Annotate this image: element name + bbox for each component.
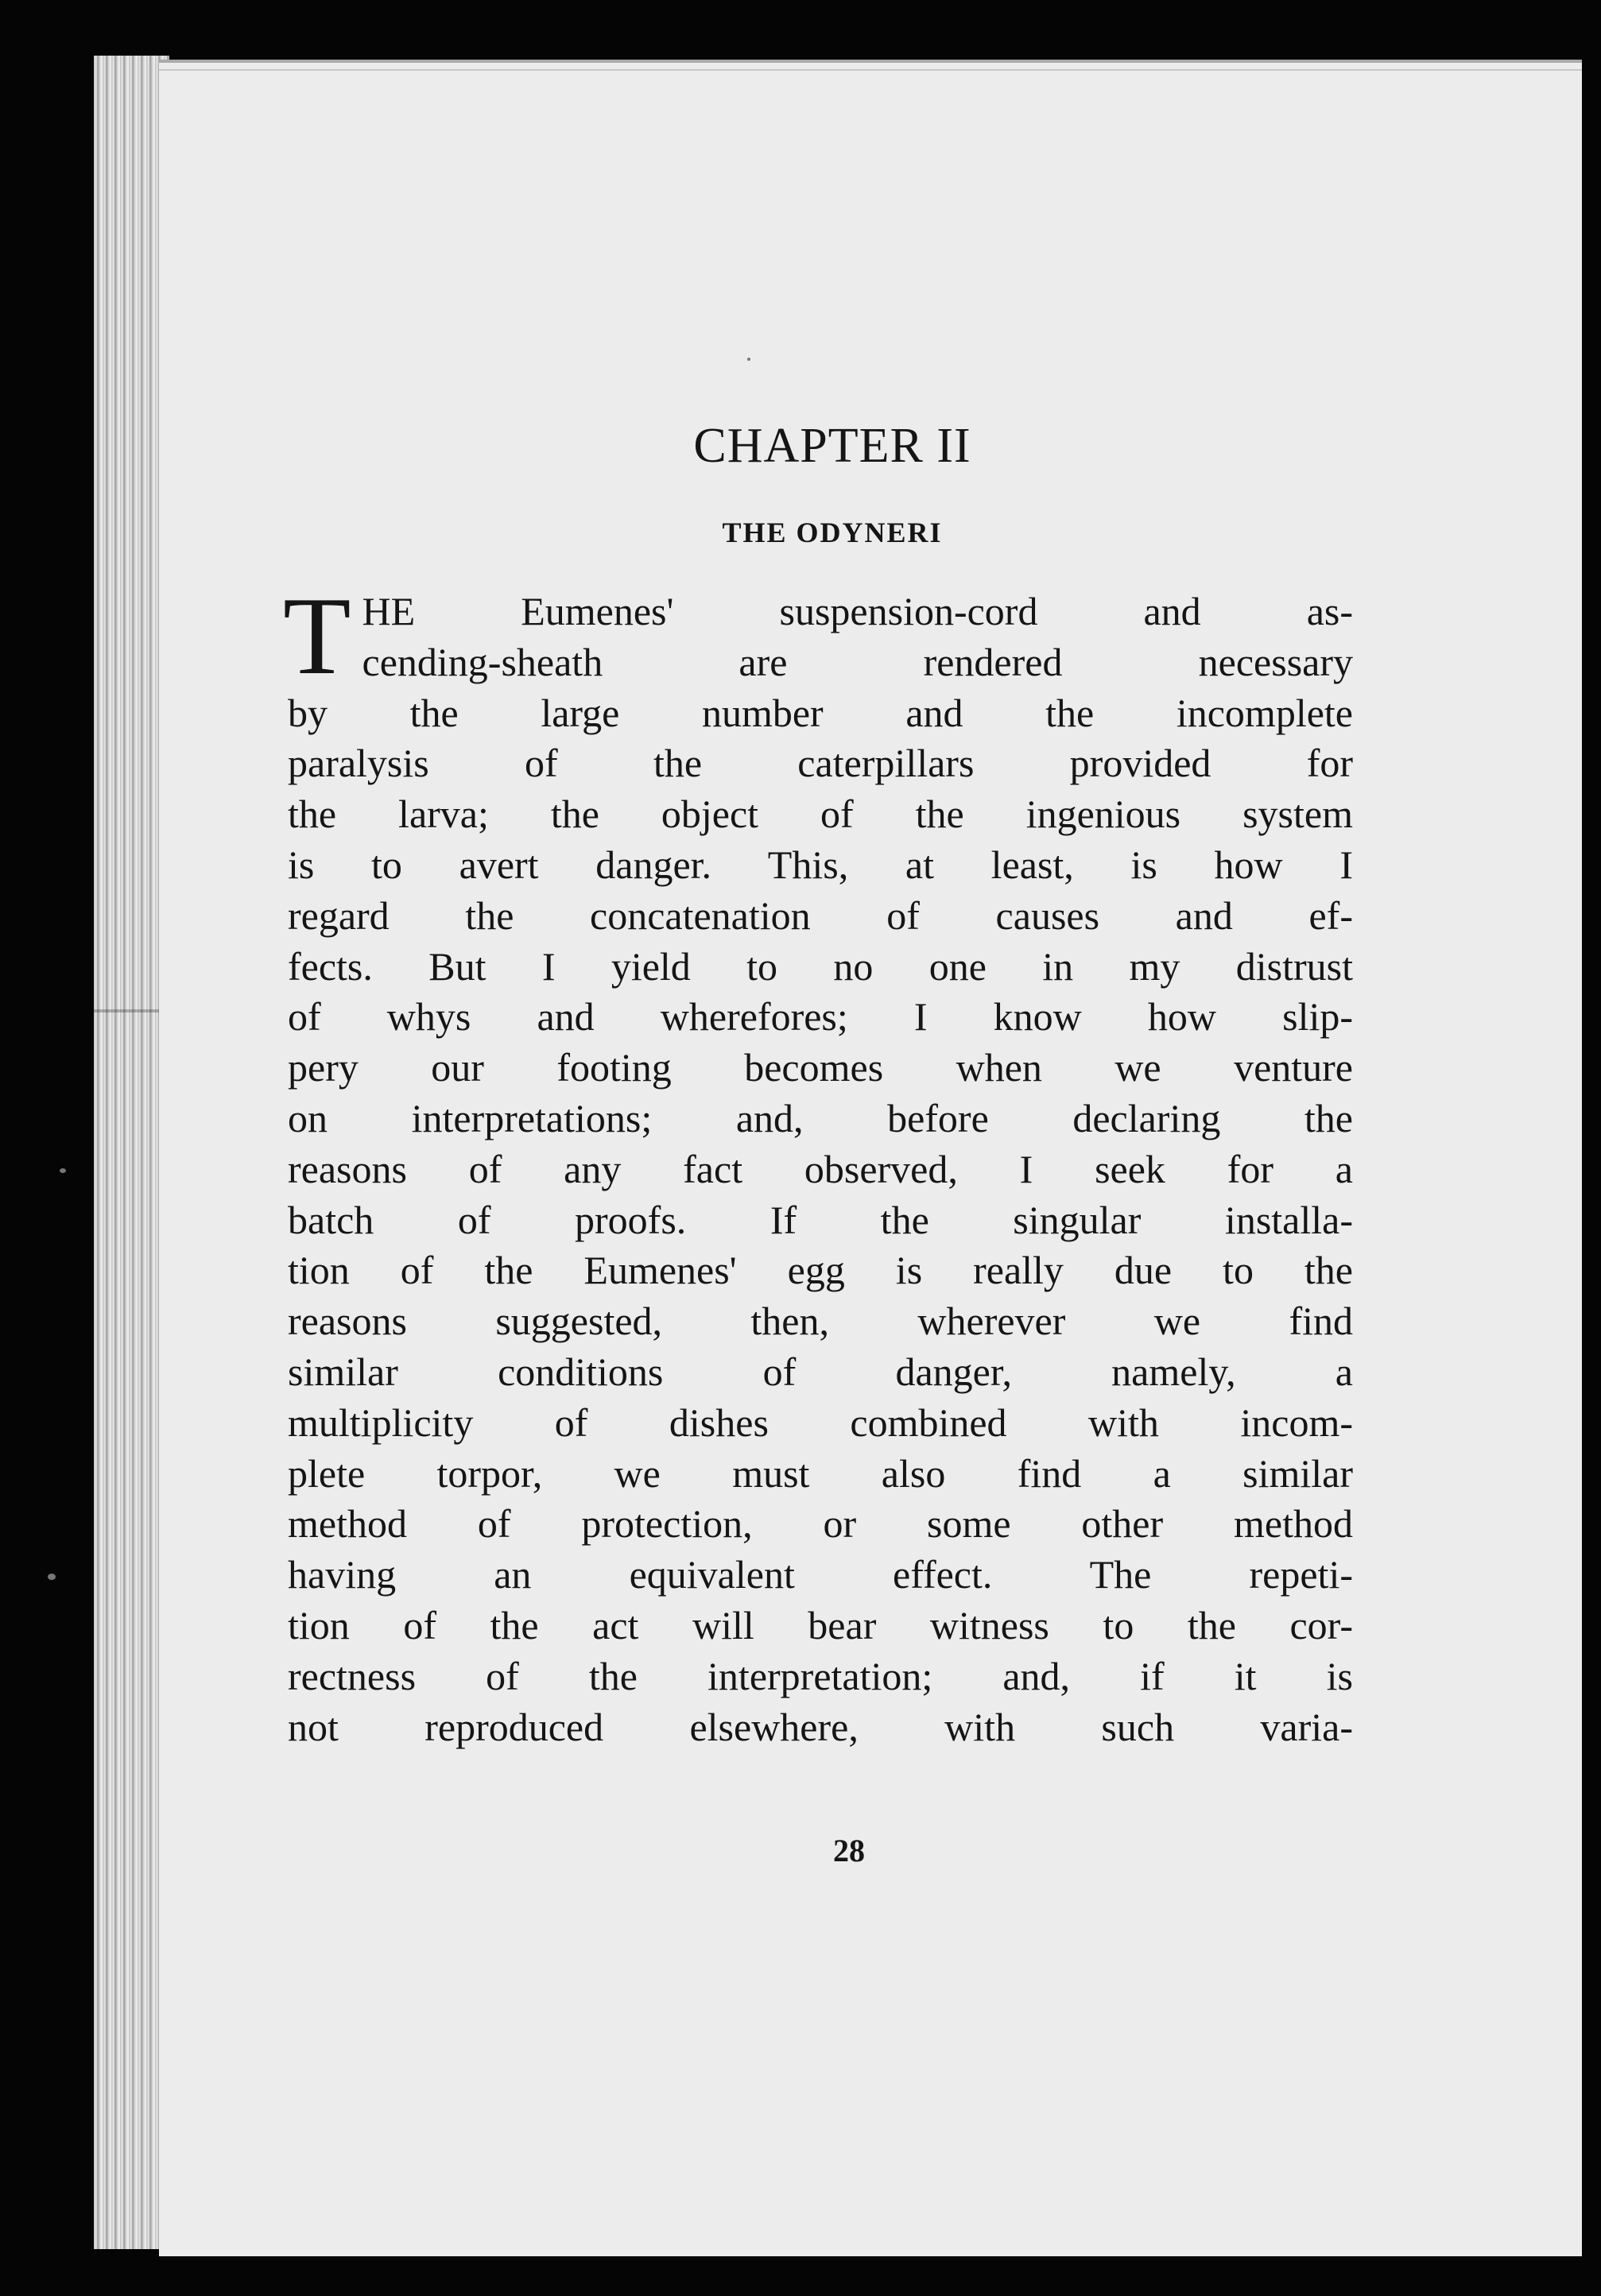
body-line: pery our footing becomes when we venture <box>288 1045 1353 1090</box>
body-line: similar conditions of danger, namely, a <box>288 1349 1353 1394</box>
body-line: method of protection, or some other method <box>288 1501 1353 1547</box>
body-line: tion of the Eumenes' egg is really due to the <box>288 1248 1353 1293</box>
chapter-title: CHAPTER II <box>693 419 971 473</box>
scan-speck <box>60 1168 66 1173</box>
scan-speck <box>747 358 750 361</box>
body-line: the larva; the object of the ingenious system <box>288 792 1353 837</box>
drop-cap: T <box>283 575 351 698</box>
body-lines <box>288 587 1353 1752</box>
body-line: plete torpor, we must also find a similar <box>288 1450 1353 1496</box>
body-line: reasons suggested, then, wherever we find <box>288 1299 1353 1344</box>
body-line: multiplicity of dishes combined with incom- <box>288 1400 1353 1445</box>
body-line: regard the concatenation of causes and ef- <box>288 892 1353 938</box>
page-text-block <box>283 419 1353 1752</box>
page-stack-edges <box>94 56 169 2249</box>
body-line: having an equivalent effect. The repeti- <box>288 1552 1353 1597</box>
body-line: cending-sheath are rendered necessary <box>362 639 1353 684</box>
body-line: is to avert danger. This, at least, is how I <box>288 842 1353 887</box>
scan-speck <box>48 1574 56 1580</box>
body-line: reasons of any fact observed, I seek for a <box>288 1146 1353 1191</box>
body-line: rectness of the interpretation; and, if it is <box>288 1653 1353 1698</box>
section-title: THE ODYNERI <box>722 517 943 548</box>
page-top-rule <box>159 69 1582 71</box>
body-line: batch of proofs. If the singular installa- <box>288 1197 1353 1242</box>
body-line: of whys and wherefores; I know how slip- <box>288 994 1353 1040</box>
body-line: by the large number and the incomplete <box>288 690 1353 735</box>
body-line: HE Eumenes' suspension-cord and as- <box>362 589 1353 633</box>
body-line: on interpretations; and, before declaring the <box>288 1095 1353 1140</box>
page-number: 28 <box>833 1833 865 1868</box>
body-line: not reproduced elsewhere, with such varia- <box>288 1704 1353 1749</box>
body-line: fects. But I yield to no one in my distrust <box>288 943 1353 989</box>
body-line: paralysis of the caterpillars provided for <box>288 741 1353 786</box>
body-line: tion of the act will bear witness to the cor- <box>288 1602 1353 1647</box>
body-paragraph <box>283 575 1353 1752</box>
